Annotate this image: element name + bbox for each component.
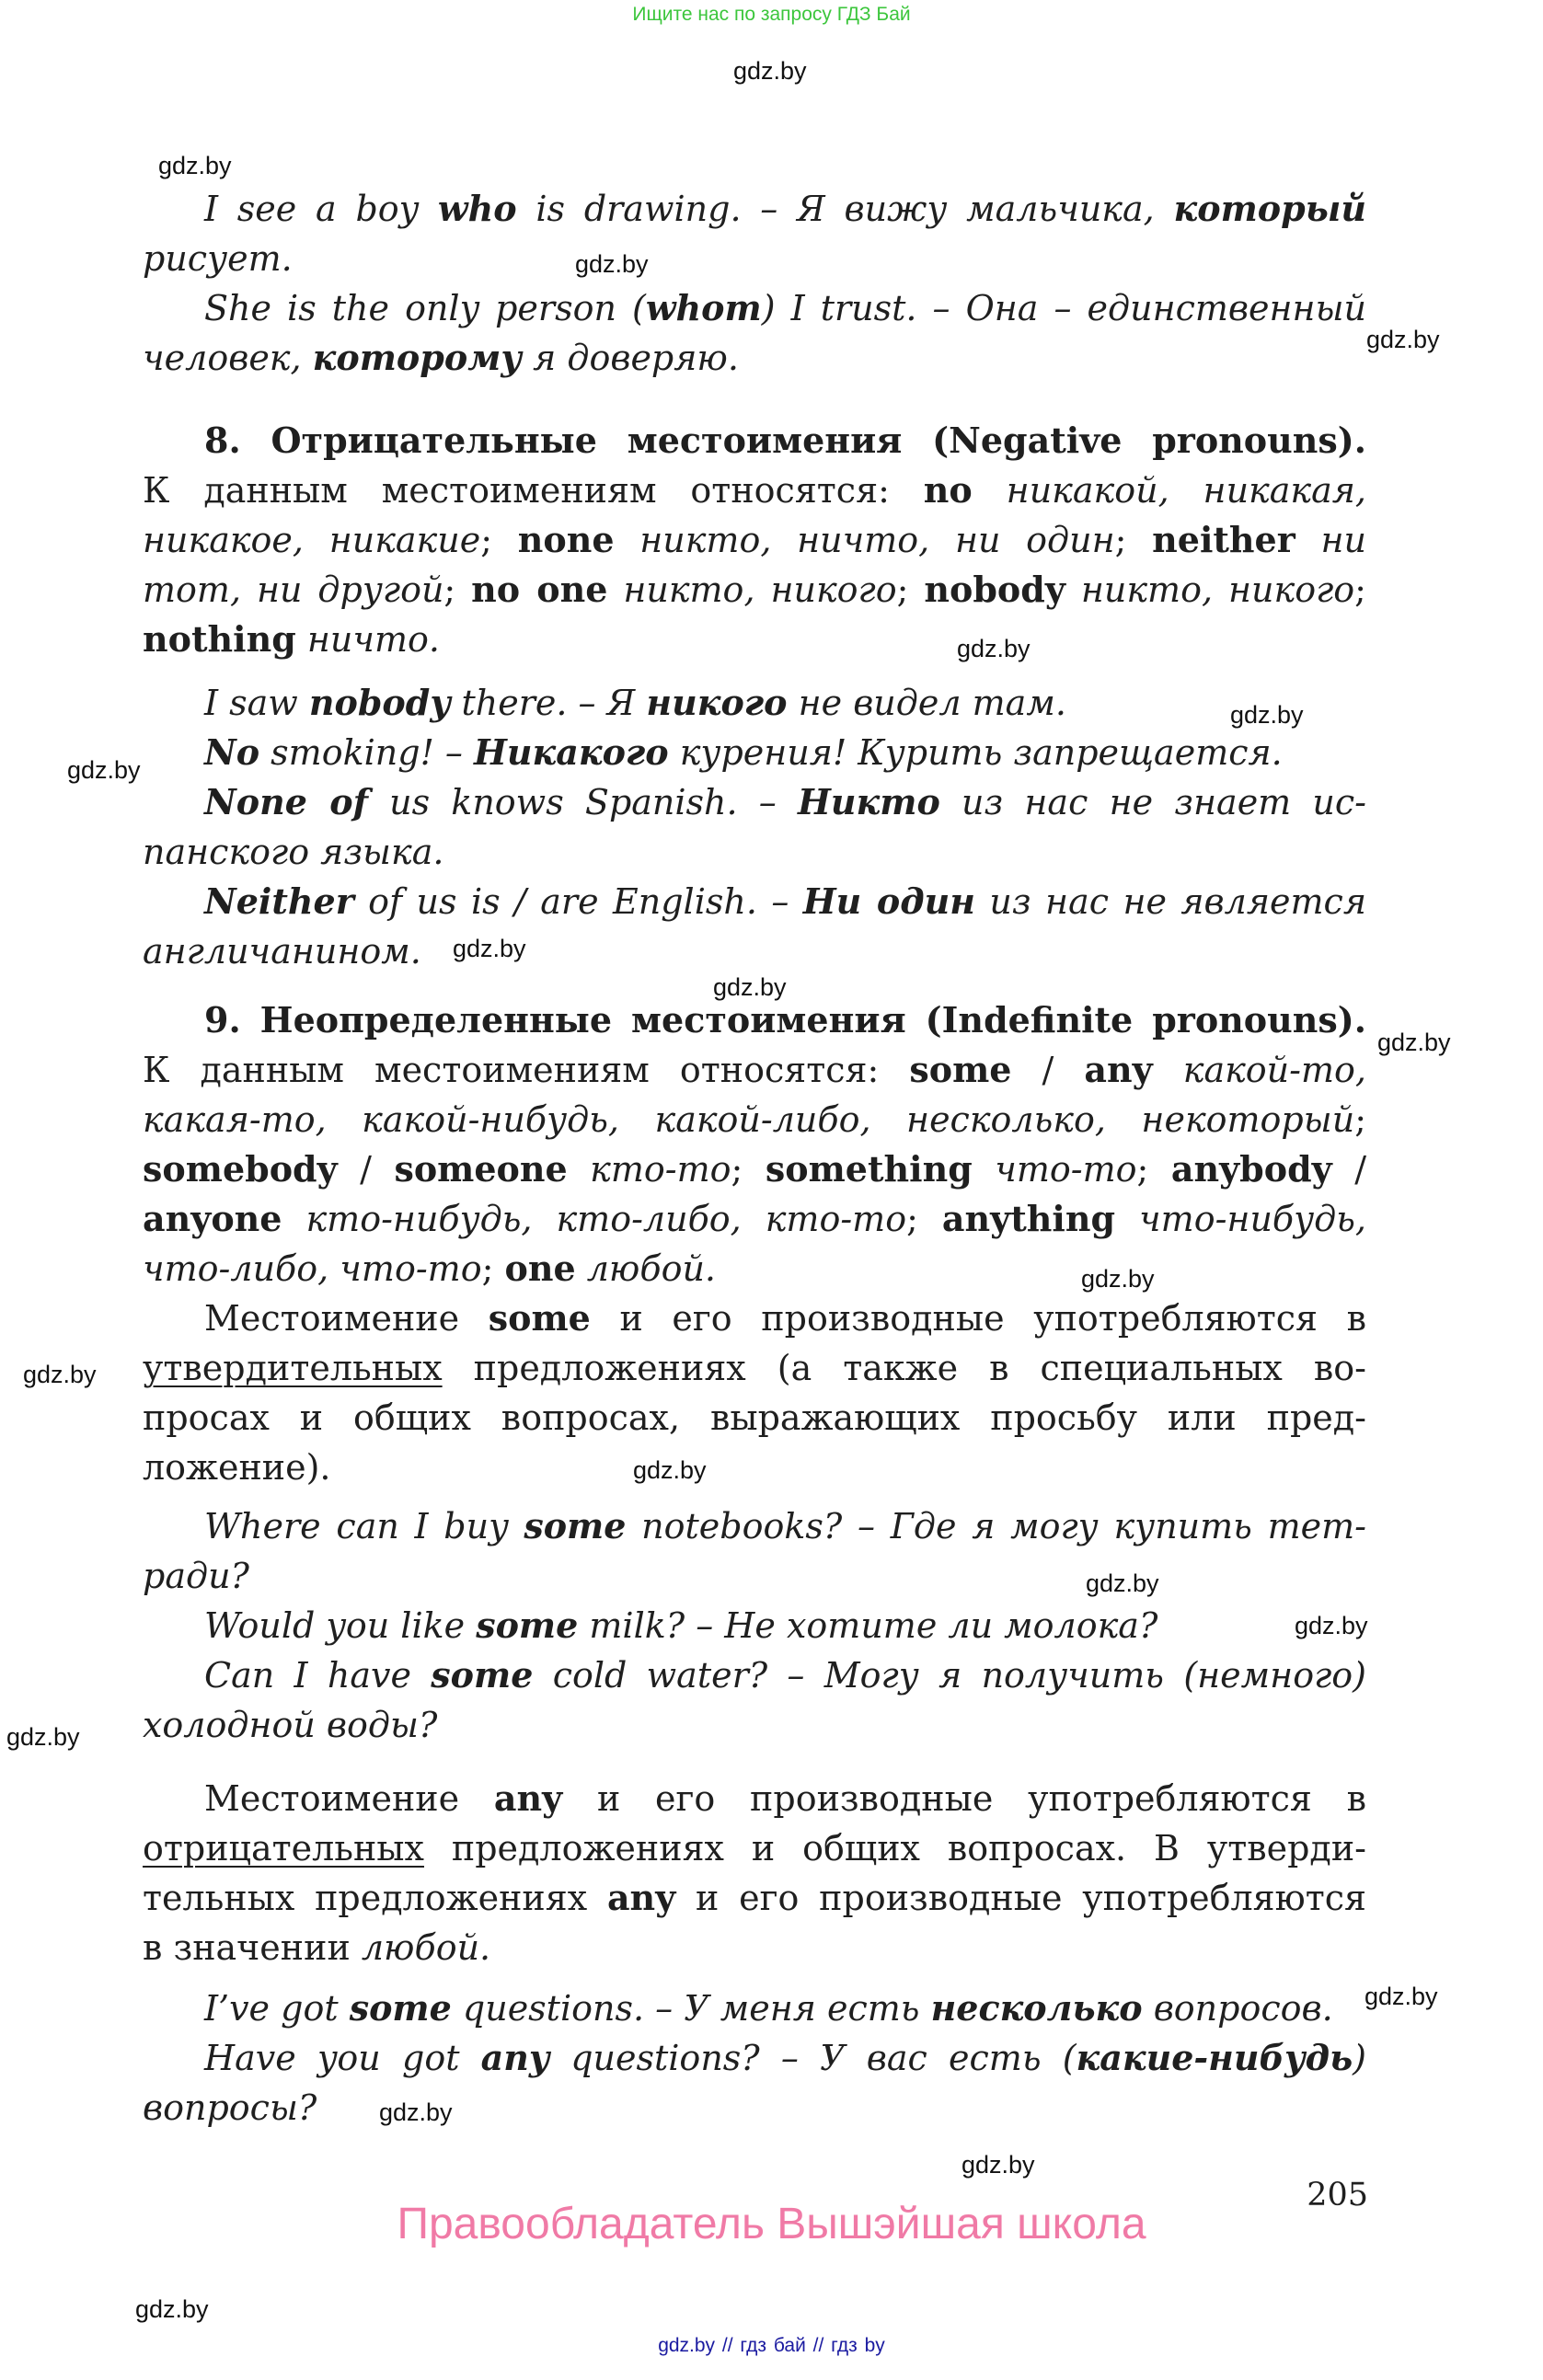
text-run: anyone xyxy=(143,1198,282,1239)
text-run: neither xyxy=(1152,519,1295,560)
watermark: gdz.by xyxy=(23,1361,97,1388)
text-run: Местоимение xyxy=(204,1298,489,1339)
text-line xyxy=(204,2033,1366,2083)
watermark: gdz.by xyxy=(1081,1265,1155,1293)
text-run: nobody xyxy=(924,569,1065,610)
section-heading xyxy=(204,995,1366,1045)
watermark: gdz.by xyxy=(1366,326,1440,353)
text-run: ; xyxy=(480,520,518,560)
text-run: что-то xyxy=(972,1149,1137,1190)
text-run: No xyxy=(204,731,260,773)
text-run: I saw xyxy=(204,683,309,723)
text-run: none xyxy=(517,519,615,560)
text-run: вопросов. xyxy=(1142,1988,1333,2029)
text-run: из нас не является xyxy=(974,881,1366,922)
text-run: тельных предложениях xyxy=(143,1878,607,1918)
text-run: любой. xyxy=(575,1248,716,1289)
text-line xyxy=(143,1144,1366,1194)
text-run: не видел там. xyxy=(787,683,1066,723)
text-line xyxy=(204,184,1366,234)
text-run: some xyxy=(349,1987,452,2029)
text-run: any xyxy=(480,2037,550,2078)
section-heading xyxy=(204,416,1366,466)
text-run: one xyxy=(504,1247,576,1289)
text-line xyxy=(143,515,1366,565)
text-run: any xyxy=(493,1777,563,1819)
text-line xyxy=(204,877,1366,926)
footer-link-gdz-bai[interactable]: гдз бай xyxy=(740,2335,806,2356)
copyright-notice: Правообладатель Вышэйшая школа xyxy=(397,2200,1146,2248)
text-run: ; xyxy=(1354,1099,1366,1140)
watermark: gdz.by xyxy=(67,756,141,784)
text-run: notebooks? – Где я могу купить тет- xyxy=(626,1506,1366,1546)
text-run: холодной воды? xyxy=(143,1705,438,1745)
text-run: просах и общих вопросах, выражающих просьбу или пред- xyxy=(143,1397,1366,1438)
text-run: no xyxy=(923,469,973,511)
text-line xyxy=(143,2083,1366,2133)
text-run: Can I have xyxy=(204,1655,432,1696)
footer-separator: // xyxy=(721,2335,733,2356)
text-run: ради? xyxy=(143,1556,249,1596)
text-run: предложениях и общих вопросах. В утверди- xyxy=(424,1828,1366,1868)
text-line xyxy=(143,1551,1366,1601)
text-run: любой. xyxy=(361,1927,491,1968)
text-run: Neither xyxy=(204,880,354,922)
text-run: кто-то xyxy=(567,1149,731,1190)
text-run: She is the only person ( xyxy=(204,288,646,328)
text-line xyxy=(143,1194,1366,1244)
text-run: рисует. xyxy=(143,238,293,279)
text-line xyxy=(143,615,1366,664)
text-run: / xyxy=(337,1149,395,1190)
text-run: какая-то, какой-нибудь, какой-либо, несколько, некоторый xyxy=(143,1099,1355,1140)
text-run: в значении xyxy=(143,1927,362,1968)
footer-link-gdz-by[interactable]: гдз by xyxy=(831,2335,885,2356)
watermark: gdz.by xyxy=(961,2151,1035,2179)
top-banner: Ищите нас по запросу ГДЗ Бай xyxy=(632,4,911,25)
footer-links xyxy=(0,2335,1543,2357)
text-run: ; xyxy=(731,1149,766,1190)
text-run: ; xyxy=(1354,569,1366,610)
text-run: ; xyxy=(481,1248,505,1289)
text-run: us knows Spanish. – xyxy=(367,782,798,822)
watermark: gdz.by xyxy=(575,250,649,278)
text-line xyxy=(204,1293,1366,1343)
text-line xyxy=(204,1983,1366,2033)
text-line xyxy=(143,466,1366,515)
watermark: gdz.by xyxy=(1377,1029,1451,1056)
text-run: предложениях (а также в специальных во- xyxy=(442,1348,1366,1388)
text-run: никакой, никакая, xyxy=(972,470,1366,511)
watermark: gdz.by xyxy=(453,935,526,962)
text-run: / xyxy=(1331,1149,1367,1190)
text-run: some xyxy=(476,1604,579,1646)
text-run: и его производные употребляются в xyxy=(562,1778,1367,1819)
text-run: any xyxy=(1084,1049,1153,1090)
text-run: nobody xyxy=(308,682,451,723)
text-run: Have you got xyxy=(204,2038,481,2078)
text-line xyxy=(143,1700,1366,1750)
text-run: я доверяю. xyxy=(522,338,739,378)
text-run: англичанином. xyxy=(143,931,421,972)
text-line xyxy=(204,1774,1366,1823)
text-line xyxy=(143,333,1366,383)
text-run: ; xyxy=(1114,520,1153,560)
text-line xyxy=(143,1045,1366,1095)
text-run: никого xyxy=(646,682,788,723)
text-run: None of xyxy=(204,781,368,822)
text-run: cold water? – Могу я получить (немного) xyxy=(533,1655,1366,1696)
text-run: some xyxy=(488,1297,591,1339)
text-run: Ни один xyxy=(802,880,975,922)
watermark: gdz.by xyxy=(1365,1983,1438,2010)
text-run: questions? – У вас есть ( xyxy=(549,2038,1077,2078)
text-line xyxy=(143,1823,1366,1873)
text-run: никто, ничто, ни один xyxy=(614,520,1115,560)
text-run: is drawing. – Я вижу мальчика, xyxy=(516,189,1174,229)
text-run: whom xyxy=(645,287,762,328)
text-line xyxy=(143,1873,1366,1923)
text-run: ) I trust. – Она – единственный xyxy=(761,288,1367,328)
text-run: ложение). xyxy=(143,1447,331,1488)
text-run: вопросы? xyxy=(143,2087,317,2128)
text-run: Местоимение xyxy=(204,1778,494,1819)
text-line xyxy=(143,1923,1366,1972)
text-run: что-нибудь, xyxy=(1115,1199,1367,1239)
text-run: что-либо, что-то xyxy=(143,1248,482,1289)
text-run: there. – Я xyxy=(450,683,647,723)
text-run: who xyxy=(437,188,517,229)
text-run: some xyxy=(431,1654,534,1696)
footer-separator: // xyxy=(812,2335,824,2356)
text-run: ; xyxy=(1136,1149,1171,1190)
page-number: 205 xyxy=(1307,2177,1368,2213)
text-line xyxy=(204,1650,1366,1700)
text-run: smoking! – xyxy=(259,732,474,773)
text-run: и его производные употребляются в xyxy=(590,1298,1366,1339)
text-run: несколько xyxy=(930,1987,1143,2029)
text-line xyxy=(143,827,1366,877)
text-run: какие-нибудь xyxy=(1076,2037,1353,2078)
watermark: gdz.by xyxy=(135,2295,209,2323)
text-line xyxy=(143,1443,1366,1492)
text-line xyxy=(204,1501,1366,1551)
watermark: gdz.by xyxy=(158,152,232,179)
text-run: кто-нибудь, кто-либо, кто-то xyxy=(282,1199,907,1239)
text-line xyxy=(143,926,1366,976)
watermark: gdz.by xyxy=(6,1723,80,1751)
text-run: никакое, никакие xyxy=(143,520,481,560)
watermark: gdz.by xyxy=(633,1456,707,1484)
text-line xyxy=(204,1601,1366,1650)
text-run: К данным местоимениям относятся: xyxy=(143,470,924,511)
text-run: questions. – У меня есть xyxy=(451,1988,931,2029)
text-run: панского языка. xyxy=(143,832,444,872)
text-line xyxy=(143,1393,1366,1443)
text-run: Where can I buy xyxy=(204,1506,524,1546)
text-run: К данным местоимениям относятся: xyxy=(143,1050,910,1090)
watermark: gdz.by xyxy=(1295,1612,1368,1639)
text-run: ничто. xyxy=(295,619,441,660)
text-run: I’ve got xyxy=(204,1988,350,2029)
text-run: / xyxy=(1011,1050,1085,1090)
watermark: gdz.by xyxy=(379,2098,453,2126)
text-run: any xyxy=(606,1877,676,1918)
text-run: который xyxy=(1173,188,1366,229)
text-line xyxy=(143,1244,1366,1293)
text-run: nothing xyxy=(143,618,296,660)
text-run: something xyxy=(765,1148,973,1190)
text-run: Никакого xyxy=(474,731,669,773)
watermark: gdz.by xyxy=(957,635,1031,662)
text-line xyxy=(143,1095,1366,1144)
text-run: Никто xyxy=(798,781,940,822)
text-run: of us is / are English. – xyxy=(353,881,803,922)
watermark: gdz.by xyxy=(1086,1569,1159,1597)
text-line xyxy=(204,678,1366,728)
text-run: some xyxy=(524,1505,627,1546)
text-run: some xyxy=(909,1049,1012,1090)
text-run: ; xyxy=(443,569,472,610)
text-run: anybody xyxy=(1170,1148,1332,1190)
text-run: ; xyxy=(906,1199,942,1239)
text-run: курения! Курить запрещается. xyxy=(668,732,1283,773)
text-run: 9. Неопределенные местоимения (Indefinite pronouns). xyxy=(204,999,1366,1041)
text-line xyxy=(143,1343,1366,1393)
text-run: утвердительных xyxy=(143,1348,443,1388)
watermark: gdz.by xyxy=(713,973,787,1001)
text-run: из нас не знает ис- xyxy=(939,782,1367,822)
text-run: 8. Отрицательные местоимения (Negative pronouns). xyxy=(204,420,1366,461)
text-run: Would you like xyxy=(204,1605,477,1646)
text-run: тот, ни другой xyxy=(143,569,444,610)
text-line xyxy=(143,565,1366,615)
text-run: anything xyxy=(941,1198,1116,1239)
footer-link-gdz[interactable]: gdz.by xyxy=(658,2335,716,2356)
text-run: ) xyxy=(1353,2038,1366,2078)
text-run: какой-то, xyxy=(1152,1050,1366,1090)
text-run: которому xyxy=(312,337,523,378)
text-run: человек, xyxy=(143,338,313,378)
text-run: milk? – Не хотите ли молока? xyxy=(578,1605,1158,1646)
text-run: никто, никого xyxy=(607,569,897,610)
text-run: I see a boy xyxy=(204,189,438,229)
text-run: ; xyxy=(896,569,925,610)
text-line xyxy=(204,283,1366,333)
text-line xyxy=(204,777,1366,827)
watermark: gdz.by xyxy=(1230,701,1304,729)
text-run: отрицательных xyxy=(143,1828,424,1868)
text-run: no one xyxy=(471,569,608,610)
text-run: ни xyxy=(1295,520,1366,560)
text-run: никто, никого xyxy=(1065,569,1355,610)
text-line xyxy=(204,728,1366,777)
text-run: somebody xyxy=(143,1148,338,1190)
text-line xyxy=(143,234,1366,283)
text-run: someone xyxy=(394,1148,568,1190)
text-run: и его производные употребляются xyxy=(675,1878,1367,1918)
watermark: gdz.by xyxy=(733,57,807,85)
